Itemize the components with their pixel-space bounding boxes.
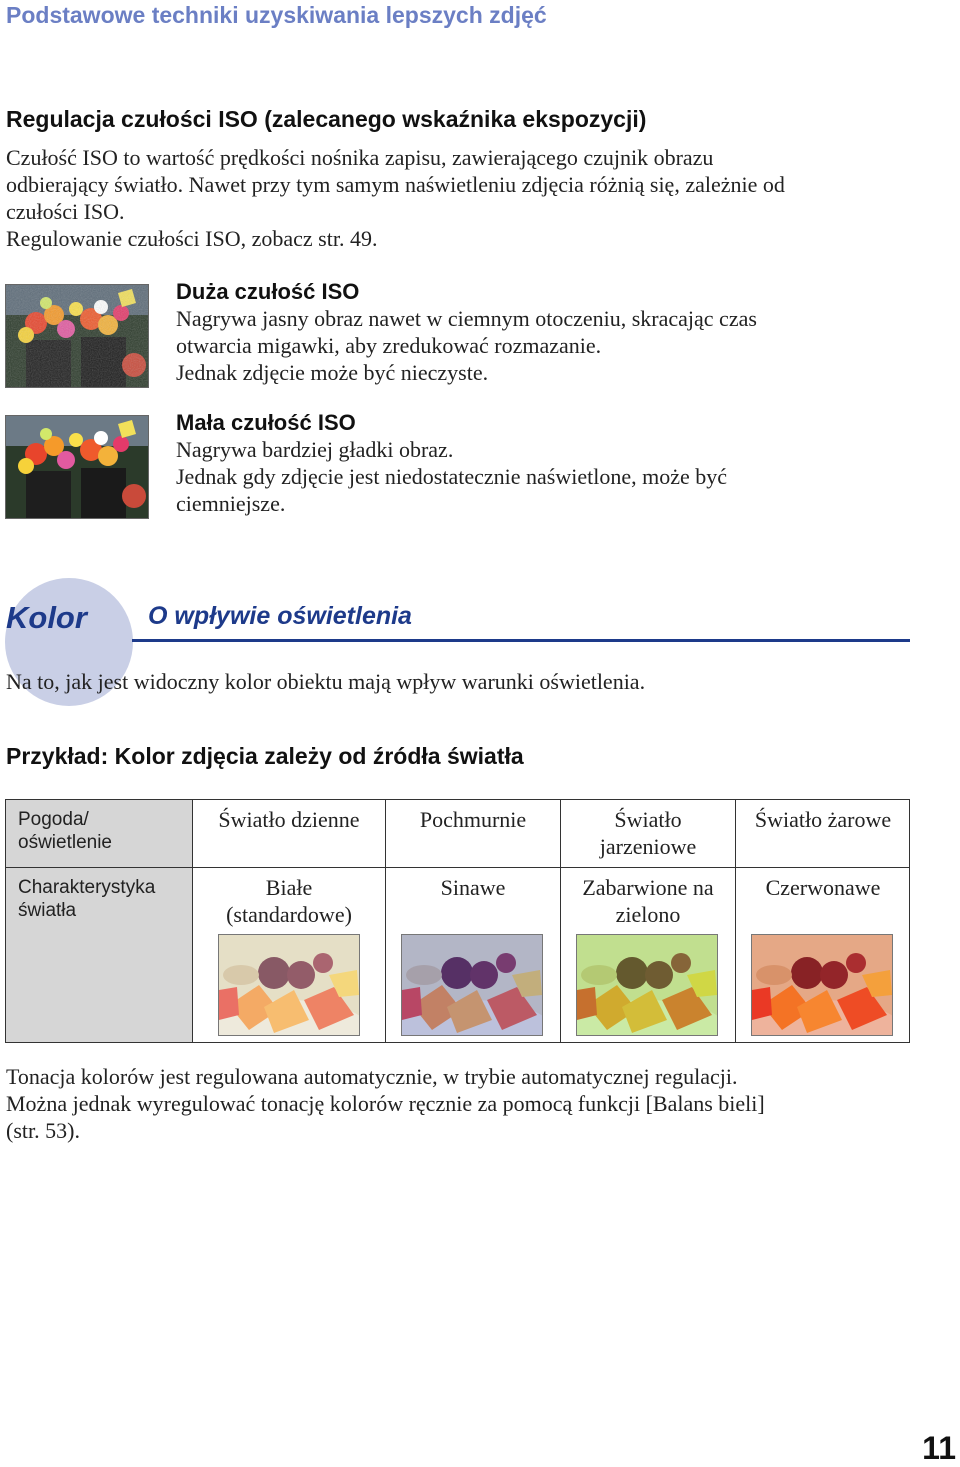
food-photo-cloudy	[401, 934, 543, 1036]
page-number: 11	[922, 1430, 956, 1466]
high-iso-title: Duża czułość ISO	[176, 279, 360, 304]
example-heading: Przykład: Kolor zdjęcia zależy od źródła światła	[6, 743, 524, 769]
light-fluorescent	[561, 806, 735, 860]
low-iso-line: ciemniejsze.	[176, 491, 286, 516]
row-header-line: światła	[18, 900, 77, 921]
row-header-weather	[6, 808, 192, 854]
light-incandescent	[736, 806, 910, 833]
light-label: Światło	[614, 807, 682, 832]
food-photo-incandescent	[751, 934, 893, 1036]
light-label: Pochmurnie	[419, 807, 527, 832]
light-label: Światło dzienne	[218, 807, 360, 832]
light-label: jarzeniowe	[599, 834, 697, 859]
section-tab-label: Kolor	[6, 600, 87, 635]
high-iso-item	[176, 279, 916, 386]
color-intro: Na to, jak jest widoczny kolor obiektu mają wpływ warunki oświetlenia.	[6, 669, 646, 694]
outro-line: (str. 53).	[6, 1118, 80, 1143]
low-iso-title: Mała czułość ISO	[176, 410, 356, 435]
outro-line: Można jednak wyregulować tonację kolorów ręcznie za pomocą funkcji [Balans bieli]	[6, 1091, 765, 1116]
high-iso-line: otwarcia migawki, aby zredukować rozmazanie.	[176, 333, 602, 358]
iso-paragraph-line: Czułość ISO to wartość prędkości nośnika zapisu, zawierającego czujnik obrazu	[6, 145, 714, 170]
light-cloudy	[386, 806, 560, 833]
character-label: Zabarwione na	[582, 875, 714, 900]
low-iso-item	[176, 410, 916, 517]
character-label: Sinawe	[440, 875, 506, 900]
row-header-line: Charakterystyka	[18, 877, 156, 898]
low-iso-photo	[5, 415, 149, 519]
low-iso-line: Jednak gdy zdjęcie jest niedostatecznie naświetlone, może być	[176, 464, 728, 489]
character-fluorescent	[561, 874, 735, 928]
section-rule	[132, 639, 910, 642]
food-photo-fluorescent	[576, 934, 718, 1036]
row-header-line: Pogoda/	[18, 809, 89, 830]
character-label: Czerwonawe	[765, 875, 881, 900]
section-title: O wpływie oświetlenia	[148, 602, 412, 630]
character-label: Białe	[265, 875, 313, 900]
iso-paragraph	[6, 144, 926, 252]
row-header-characteristic	[6, 876, 192, 922]
light-label: Światło żarowe	[754, 807, 892, 832]
iso-paragraph-line: Regulowanie czułości ISO, zobacz str. 49.	[6, 226, 378, 251]
high-iso-photo	[5, 284, 149, 388]
character-label: zielono	[615, 902, 681, 927]
iso-paragraph-line: czułości ISO.	[6, 199, 125, 224]
food-photo-daylight	[218, 934, 360, 1036]
color-outro	[6, 1063, 926, 1144]
outro-line: Tonacja kolorów jest regulowana automatycznie, w trybie automatycznej regulacji.	[6, 1064, 738, 1089]
row-header-line: oświetlenie	[18, 832, 112, 853]
iso-heading: Regulacja czułości ISO (zalecanego wskaźnika ekspozycji)	[6, 106, 647, 132]
page-header-title: Podstawowe techniki uzyskiwania lepszych zdjęć	[6, 2, 547, 28]
character-cloudy	[386, 874, 560, 901]
high-iso-line: Jednak zdjęcie może być nieczyste.	[176, 360, 489, 385]
light-table	[5, 799, 910, 1043]
light-daylight	[193, 806, 385, 833]
character-label: (standardowe)	[226, 902, 352, 927]
iso-paragraph-line: odbierający światło. Nawet przy tym samym naświetleniu zdjęcia różnią się, zależnie od	[6, 172, 785, 197]
character-incandescent	[736, 874, 910, 901]
low-iso-line: Nagrywa bardziej gładki obraz.	[176, 437, 454, 462]
high-iso-line: Nagrywa jasny obraz nawet w ciemnym otoczeniu, skracając czas	[176, 306, 757, 331]
character-daylight	[193, 874, 385, 928]
